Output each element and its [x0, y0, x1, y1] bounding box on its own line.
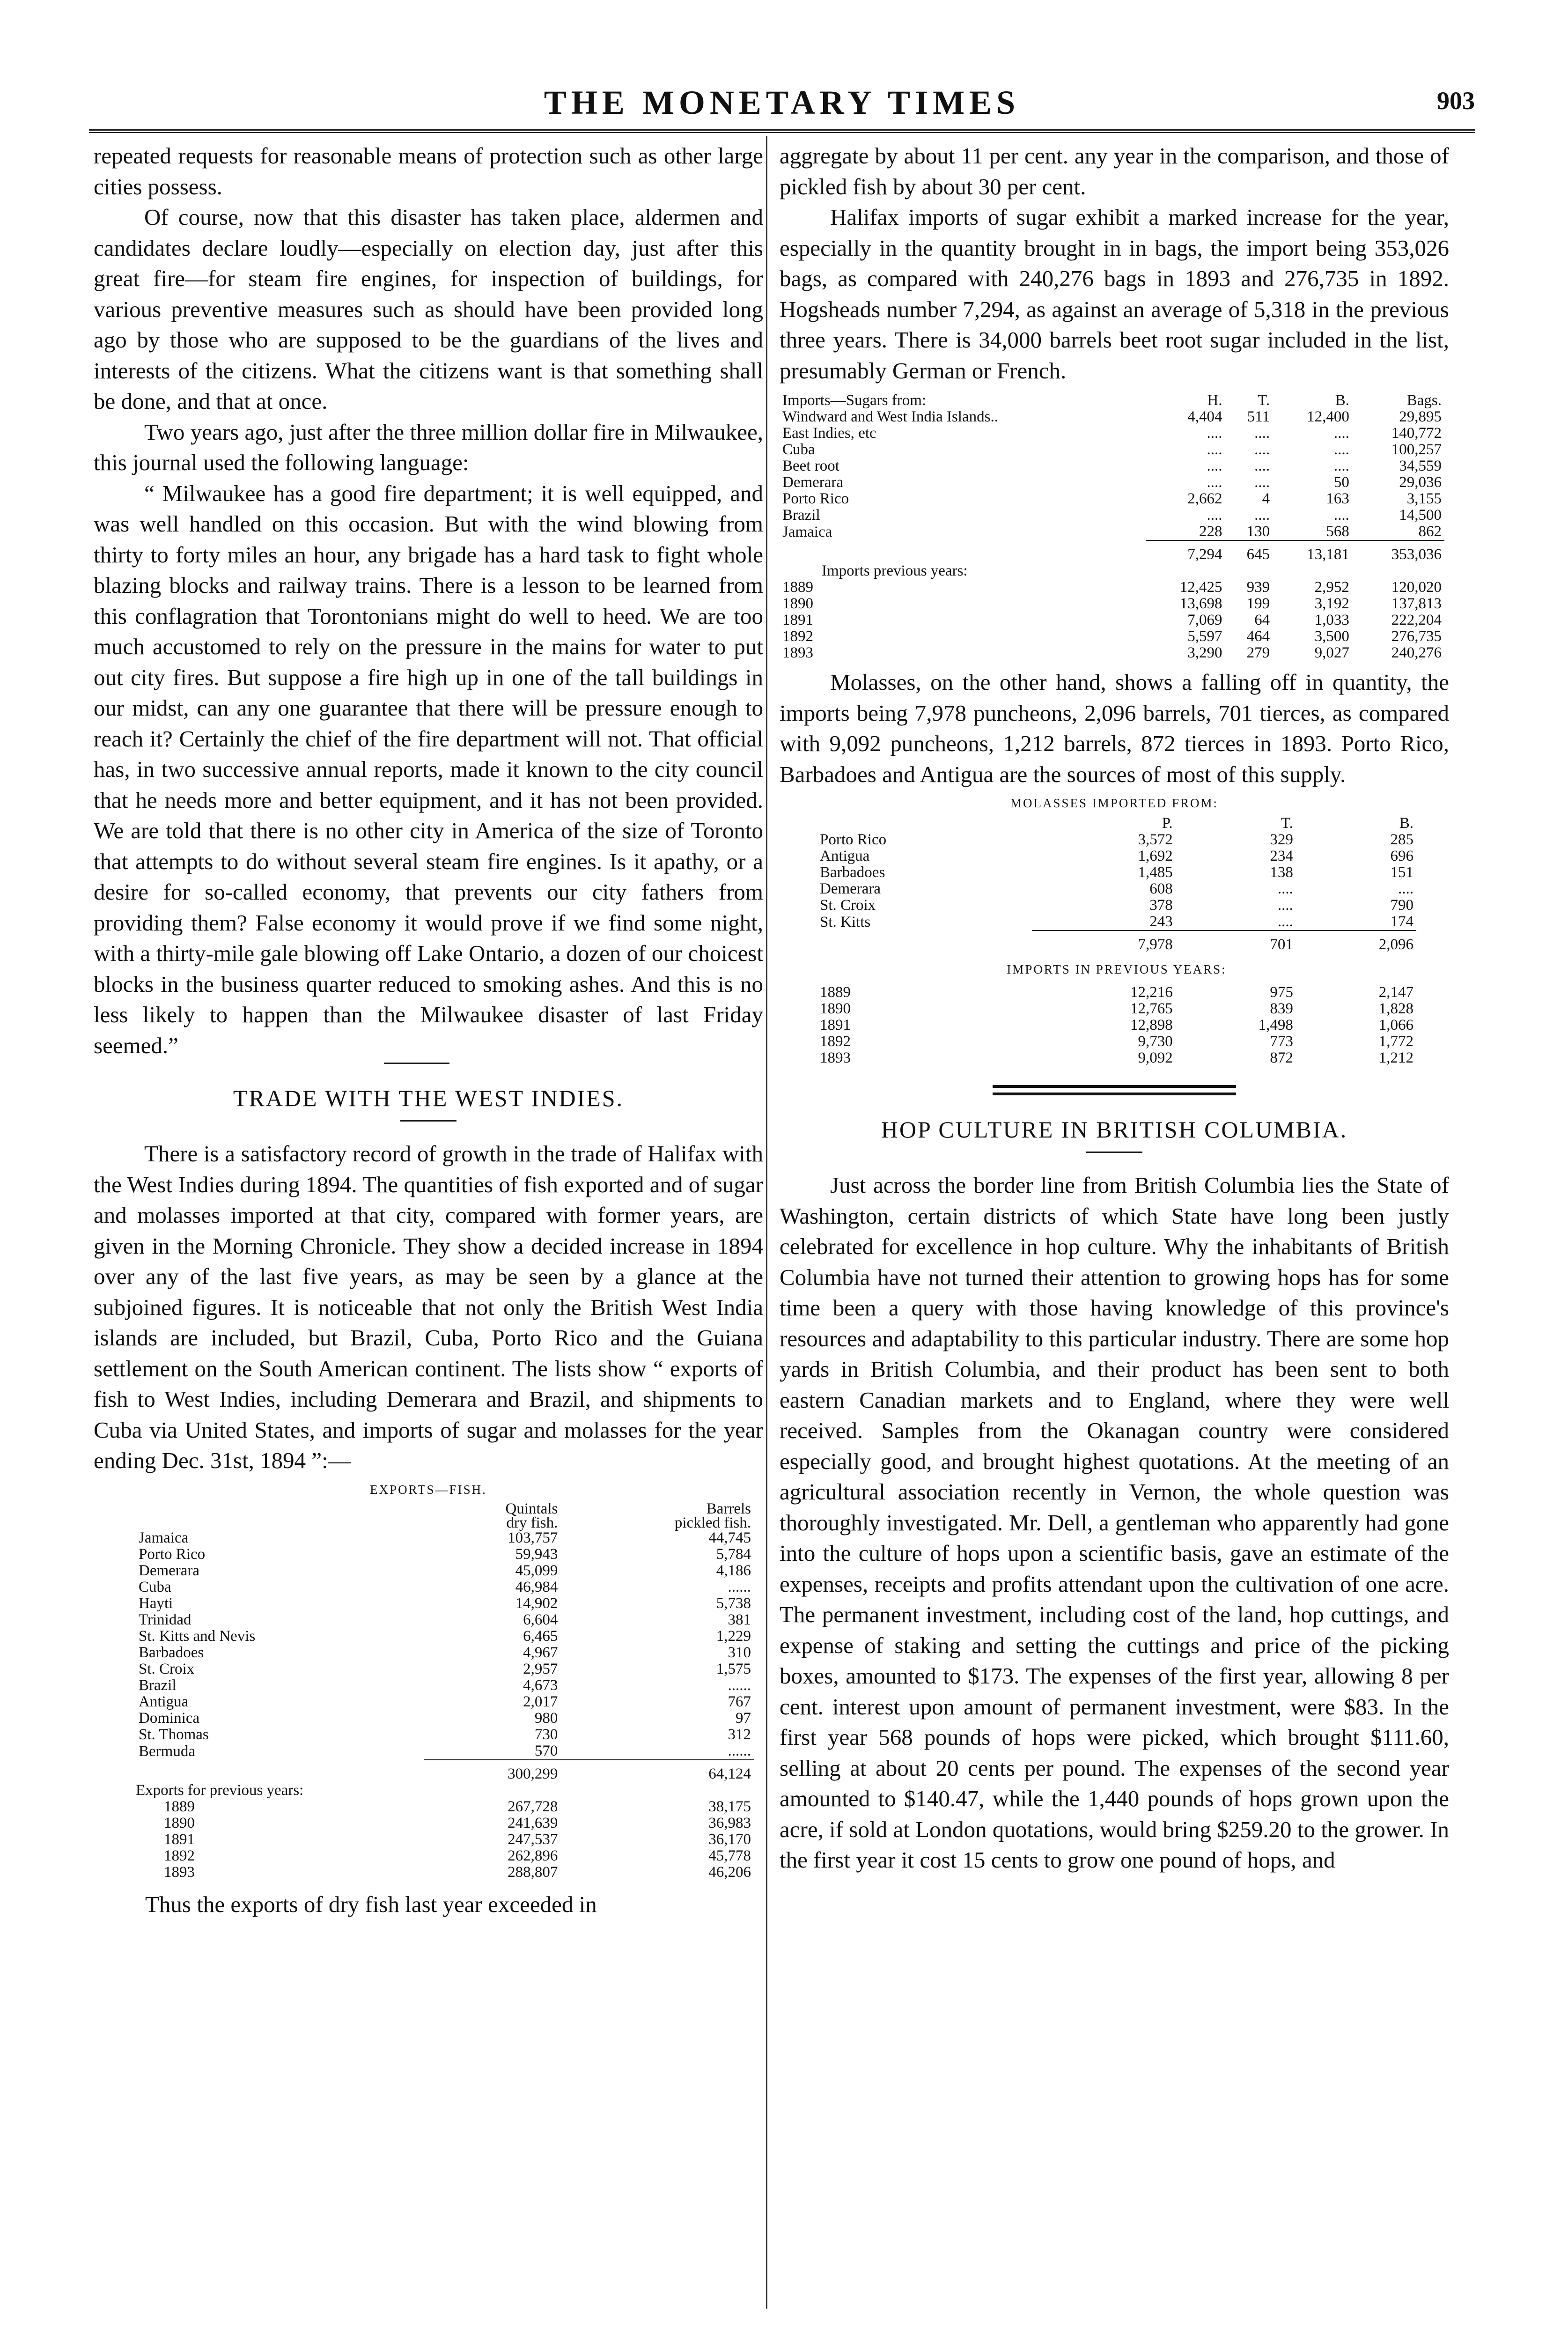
masthead	[89, 80, 1475, 131]
value-cell: 285	[1390, 831, 1413, 848]
value-cell: 4,967	[523, 1644, 558, 1661]
value-cell: 12,216	[1130, 984, 1173, 1001]
table-row	[817, 897, 1416, 914]
total-cell: 300,299	[424, 1760, 561, 1782]
row-label: Demerara	[820, 880, 881, 897]
value-cell: 2,017	[523, 1693, 558, 1710]
title-rule	[1086, 1152, 1142, 1153]
value-cell: 3,155	[1406, 490, 1442, 507]
table-row	[136, 1743, 754, 1760]
molasses-imports-table	[817, 815, 1416, 1066]
row-label: Demerara	[782, 474, 844, 491]
value-cell: 2,957	[523, 1660, 558, 1677]
row-label: Jamaica	[782, 524, 832, 540]
row-label: 1892	[820, 1033, 851, 1050]
value-cell: 241,639	[508, 1814, 558, 1831]
row-label: East Indies, etc	[782, 425, 876, 442]
row-label: 1893	[782, 644, 813, 661]
value-cell: 234	[1270, 848, 1293, 864]
article-paragraph: Just across the border line from British Columbia lies the State of Washington, certain districts of which State have long been justly celebrated for excellence in hop culture. Why the inhabitants of British Columbia have not turned their attention to growing hops has for some time been a query with those having knowledge of this province's resources and adaptability to this particular industry. There are some hop yards in British Columbia, and their product has been sent to both eastern Canadian markets and to England, where they were well received. Samples from the Okanagan country were considered especially good, and brought highest quotations. At the meeting of an agricultural association recently in Vernon, the whole question was thoroughly investigated. Mr. Dell, a gentleman who apparently had gone into the culture of hops upon a scientific basis, gave an estimate of the expenses, receipts and profits attendant upon the cultivation of one acre. The permanent investment, including cost of the land, hop cuttings, and expense of staking and setting the cuttings and price of the picking boxes, amounted to $173. The expenses of the first year, allowing 8 per cent. interest upon amount of permanent investment, were $83. In the first year 568 pounds of hops were picked, which brought $111.60, selling at about 20 cents per pound. The expenses of the second year amounted to $140.47, while the 1,440 pounds of hops grown upon the acre, if sold at London quotations, would bring $259.20 to the grower. In the first year it cost 15 cents to grow one pound of hops, and	[780, 1172, 1449, 1873]
article-paragraph: Halifax imports of sugar exhibit a marked increase for the year, especially in the quantity brought in in bags, the import being 353,026 bags, as compared with 240,276 bags in 1893 and 276,735 in 1892. Hogsheads number 7,294, as against an average of 5,318 in the previous three years. There is 34,000 barrels beet root sugar included in the list, presumably German or French.	[780, 204, 1449, 384]
table-row	[780, 442, 1444, 458]
table-row	[136, 1799, 754, 1815]
subheading: Exports for previous years:	[136, 1781, 304, 1799]
quoted-paragraph: “ Milwaukee has a good fire department; it is well equipped, and was well handled on this occasion. But with the wind blowing from thirty to forty miles an hour, any brigade has a hard task to fight whole blazing blocks and railway trains. There is a lesson to be learned from this conflagration that Torontonians might do well to heed. We are too much accustomed to rely on the pressure in the mains for water to put out city fires. But suppose a fire high up in one of the tall buildings in our midst, can any one guarantee that there will be pressure enough to reach it? Certainly the chief of the fire department will not. That official has, in two successive annual reports, made it known to the city council that he needs more and better equipment, and it has not been provided. We are told that there is no other city in America of the size of Toronto that attempts to do without several steam fire engines. Is it apathy, or a desire for so-called economy, that prevents our city fathers from providing them? False economy it would prove if we find some night, with a thirty-mile gale blowing off Lake Ontario, a dozen of our choicest blocks in the business quarter reduced to smoking ashes. And this is no less likely to happen than the Milwaukee disaster of last Friday seemed.”	[94, 480, 763, 1058]
table-row	[817, 1001, 1416, 1017]
spacer	[817, 930, 1032, 953]
total-cell: 7,294	[1146, 540, 1225, 563]
value-cell: 862	[1418, 523, 1442, 540]
row-label: Brazil	[782, 507, 820, 524]
row-label: Dominica	[139, 1709, 200, 1727]
value-cell: 174	[1390, 913, 1413, 930]
total-cell: 7,978	[1032, 930, 1175, 953]
column-header: Imports—Sugars from:	[782, 392, 927, 409]
table-row	[136, 1677, 754, 1694]
total-cell: 701	[1176, 930, 1296, 953]
value-cell: 199	[1246, 595, 1270, 612]
column-header: T.	[1281, 815, 1293, 832]
value-cell: 568	[1326, 523, 1349, 540]
table-row	[136, 1727, 754, 1743]
value-cell: 1,485	[1138, 864, 1173, 881]
column-header: B.	[1399, 815, 1413, 832]
value-cell: 29,036	[1399, 474, 1442, 491]
total-cell: 645	[1225, 540, 1273, 563]
row-label: Hayti	[139, 1595, 173, 1612]
value-cell: ....	[1333, 441, 1349, 458]
value-cell: 608	[1149, 880, 1173, 897]
value-cell: 222,204	[1391, 612, 1442, 628]
article-paragraph: Two years ago, just after the three million dollar fire in Milwaukee, this journal used the following language:	[94, 419, 763, 475]
value-cell: ....	[1254, 507, 1270, 524]
value-cell: 14,902	[515, 1595, 558, 1612]
table-row	[780, 425, 1444, 442]
table-row	[136, 1661, 754, 1677]
value-cell: ....	[1254, 441, 1270, 458]
value-cell: 9,027	[1314, 644, 1349, 661]
total-cell: 13,181	[1273, 540, 1352, 563]
row-label: Porto Rico	[139, 1545, 206, 1563]
value-cell: 329	[1270, 831, 1293, 848]
value-cell: ....	[1207, 458, 1222, 474]
row-label: Windward and West India Islands..	[782, 408, 998, 425]
value-cell: 310	[728, 1644, 751, 1661]
value-cell: 64	[1254, 612, 1270, 628]
value-cell: 464	[1246, 628, 1270, 645]
table-row	[136, 1546, 754, 1563]
row-label: Jamaica	[139, 1529, 189, 1546]
subheading: IMPORTS IN PREVIOUS YEARS:	[1007, 962, 1227, 976]
row-label: 1892	[782, 628, 813, 645]
row-label: 1892	[164, 1847, 195, 1864]
fish-exports-table	[136, 1502, 754, 1881]
table-row	[136, 1612, 754, 1628]
value-cell: ....	[1333, 458, 1349, 474]
table-row	[817, 1034, 1416, 1050]
row-label: St. Thomas	[139, 1726, 209, 1743]
value-cell: ....	[1333, 425, 1349, 442]
value-cell: 1,033	[1314, 612, 1349, 628]
row-label: 1890	[820, 1000, 851, 1017]
row-label: Antigua	[820, 848, 870, 864]
row-label: 1893	[820, 1049, 851, 1066]
table-row	[817, 914, 1416, 930]
table-row	[817, 864, 1416, 881]
value-cell: ....	[1207, 425, 1222, 442]
value-cell: ....	[1277, 880, 1293, 897]
page-number: 903	[1437, 87, 1475, 115]
table-row	[780, 579, 1444, 596]
value-cell: 3,192	[1314, 595, 1349, 612]
value-cell: 34,559	[1399, 458, 1442, 474]
total-cell: 2,096	[1296, 930, 1416, 953]
left-column	[94, 140, 763, 1920]
value-cell: 45,778	[708, 1847, 751, 1864]
value-cell: 103,757	[508, 1529, 558, 1546]
value-cell: 872	[1270, 1049, 1293, 1066]
spacer	[817, 815, 1032, 832]
value-cell: ....	[1254, 425, 1270, 442]
value-cell: 1,229	[716, 1627, 751, 1645]
article-paragraph: Of course, now that this disaster has taken place, aldermen and candidates declare loudly—especially on election day, just after this great fire—for steam fire engines, for inspection of buildings, for various preventive measures such as should have been provided long ago by those who are supposed to be the guardians of the lives and interests of the citizens. What the citizens want is that something shall be done, and that at once.	[94, 204, 763, 414]
value-cell: 570	[534, 1742, 558, 1759]
column-header: B.	[1335, 392, 1349, 409]
column-header: H.	[1207, 392, 1222, 409]
column-divider	[766, 136, 767, 2309]
value-cell: 4,404	[1187, 408, 1222, 425]
table-row	[136, 1831, 754, 1848]
value-cell: 267,728	[508, 1798, 558, 1815]
table-row	[780, 491, 1444, 507]
value-cell: 50	[1333, 474, 1349, 491]
value-cell: 790	[1390, 897, 1413, 914]
value-cell: 2,662	[1187, 490, 1222, 507]
table-row	[780, 474, 1444, 491]
value-cell: 46,206	[708, 1863, 751, 1881]
value-cell: 1,498	[1258, 1017, 1293, 1034]
value-cell: 2,147	[1378, 984, 1413, 1001]
table-row	[780, 524, 1444, 540]
value-cell: 12,765	[1130, 1000, 1173, 1017]
subheading: Imports previous years:	[822, 562, 968, 579]
title-rule	[400, 1120, 456, 1122]
value-cell: 228	[1199, 523, 1222, 540]
value-cell: 767	[728, 1693, 751, 1710]
table-row	[817, 832, 1416, 848]
value-cell: 100,257	[1391, 441, 1442, 458]
article-end-rule	[384, 1063, 449, 1064]
value-cell: 12,425	[1179, 579, 1222, 596]
value-cell: 839	[1270, 1000, 1293, 1017]
value-cell: 97	[736, 1709, 751, 1727]
row-label: Barbadoes	[139, 1644, 204, 1661]
value-cell: 130	[1246, 523, 1270, 540]
value-cell: 14,500	[1399, 507, 1442, 524]
col-head: dry fish.	[506, 1514, 558, 1531]
value-cell: ....	[1398, 880, 1413, 897]
table-row	[817, 1017, 1416, 1034]
value-cell: ....	[1333, 507, 1349, 524]
value-cell: ......	[728, 1676, 751, 1694]
table-row	[780, 409, 1444, 425]
value-cell: 247,537	[508, 1831, 558, 1848]
row-label: 1891	[164, 1831, 195, 1848]
value-cell: 381	[728, 1611, 751, 1628]
value-cell: 730	[534, 1726, 558, 1743]
row-label: Porto Rico	[820, 831, 887, 848]
value-cell: 9,092	[1138, 1049, 1173, 1066]
value-cell: 44,745	[708, 1529, 751, 1546]
value-cell: 9,730	[1138, 1033, 1173, 1050]
value-cell: 138	[1270, 864, 1293, 881]
value-cell: 5,738	[716, 1595, 751, 1612]
value-cell: 262,896	[508, 1847, 558, 1864]
molasses-table-caption: MOLASSES IMPORTED FROM:	[1010, 796, 1218, 810]
value-cell: 378	[1149, 897, 1173, 914]
table-row	[817, 984, 1416, 1001]
section-title-west-indies: TRADE WITH THE WEST INDIES.	[233, 1085, 624, 1111]
row-label: Bermuda	[139, 1742, 195, 1760]
table-row	[780, 645, 1444, 661]
value-cell: 2,952	[1314, 579, 1349, 596]
value-cell: 980	[534, 1709, 558, 1727]
table-row	[136, 1563, 754, 1579]
total-cell: 64,124	[560, 1760, 754, 1782]
value-cell: ....	[1277, 913, 1293, 930]
value-cell: 45,099	[515, 1562, 558, 1579]
right-column	[780, 140, 1449, 1875]
header-rule	[89, 129, 1475, 133]
col-head: Barrels	[706, 1500, 751, 1517]
row-label: St. Kitts and Nevis	[139, 1627, 256, 1645]
value-cell: 6,465	[523, 1627, 558, 1645]
value-cell: 151	[1390, 864, 1413, 881]
value-cell: ....	[1277, 897, 1293, 914]
value-cell: 1,828	[1378, 1000, 1413, 1017]
value-cell: 4	[1262, 490, 1270, 507]
table-row	[817, 881, 1416, 897]
value-cell: 279	[1246, 644, 1270, 661]
table-row	[136, 1694, 754, 1710]
row-label: 1891	[820, 1017, 851, 1034]
value-cell: 773	[1270, 1033, 1293, 1050]
value-cell: 12,400	[1307, 408, 1349, 425]
value-cell: 1,772	[1378, 1033, 1413, 1050]
value-cell: 288,807	[508, 1863, 558, 1881]
row-label: 1890	[164, 1814, 195, 1831]
column-header: Bags.	[1406, 392, 1442, 409]
value-cell: 36,170	[708, 1831, 751, 1848]
table-row	[136, 1595, 754, 1612]
value-cell: 1,692	[1138, 848, 1173, 864]
table-row	[780, 628, 1444, 645]
value-cell: ....	[1207, 474, 1222, 491]
value-cell: 5,597	[1187, 628, 1222, 645]
row-label: Porto Rico	[782, 490, 849, 507]
value-cell: 975	[1270, 984, 1293, 1001]
table-row	[817, 1050, 1416, 1066]
row-label: Antigua	[139, 1693, 189, 1710]
row-label: Cuba	[782, 441, 815, 458]
value-cell: 7,069	[1187, 612, 1222, 628]
value-cell: 3,572	[1138, 831, 1173, 848]
value-cell: 3,500	[1314, 628, 1349, 645]
table-row	[817, 848, 1416, 864]
article-paragraph: aggregate by about 11 per cent. any year in the comparison, and those of pickled fish by about 30 per cent.	[780, 143, 1449, 199]
row-label: 1889	[820, 984, 851, 1001]
value-cell: 13,698	[1179, 595, 1222, 612]
value-cell: 29,895	[1399, 408, 1442, 425]
row-label: 1889	[164, 1798, 195, 1815]
spacer	[780, 540, 1146, 563]
row-label: Beet root	[782, 458, 839, 474]
row-label: Trinidad	[139, 1611, 191, 1628]
row-label: 1893	[164, 1863, 195, 1881]
table-row	[780, 458, 1444, 474]
value-cell: 163	[1326, 490, 1349, 507]
section-title-hop-culture: HOP CULTURE IN BRITISH COLUMBIA.	[881, 1116, 1348, 1143]
table-row	[136, 1530, 754, 1546]
value-cell: ......	[728, 1742, 751, 1759]
table-row	[136, 1815, 754, 1831]
value-cell: 38,175	[708, 1798, 751, 1815]
article-paragraph: Molasses, on the other hand, shows a falling off in quantity, the imports being 7,978 puncheons, 2,096 barrels, 701 tierces, as compared with 9,092 puncheons, 1,212 barrels, 872 tierces in 1893. Porto Rico, Barbadoes and Antigua are the sources of most of this supply.	[780, 669, 1449, 787]
value-cell: 696	[1390, 848, 1413, 864]
value-cell: 120,020	[1391, 579, 1442, 596]
table-row	[780, 596, 1444, 612]
col-head: pickled fish.	[674, 1514, 751, 1531]
table-row	[136, 1864, 754, 1881]
value-cell: 1,066	[1378, 1017, 1413, 1034]
value-cell: ....	[1254, 458, 1270, 474]
value-cell: 137,813	[1391, 595, 1442, 612]
table-row	[136, 1628, 754, 1645]
value-cell: 59,943	[515, 1545, 558, 1563]
value-cell: 1,575	[716, 1660, 751, 1677]
value-cell: ....	[1207, 507, 1222, 524]
value-cell: 1,212	[1378, 1049, 1413, 1066]
value-cell: 4,186	[716, 1562, 751, 1579]
value-cell: 312	[728, 1726, 751, 1743]
value-cell: 511	[1247, 408, 1270, 425]
value-cell: 4,673	[523, 1676, 558, 1694]
fish-table-caption: EXPORTS—FISH.	[370, 1482, 487, 1497]
row-label: 1891	[782, 612, 813, 628]
row-label: Brazil	[139, 1676, 177, 1694]
column-header: T.	[1258, 392, 1270, 409]
article-paragraph: repeated requests for reasonable means of protection such as other large cities possess.	[94, 143, 763, 199]
value-cell: 276,735	[1391, 628, 1442, 645]
row-label: Barbadoes	[820, 864, 885, 881]
table-row	[136, 1645, 754, 1661]
section-separator	[993, 1085, 1236, 1095]
sugar-imports-table	[780, 392, 1444, 661]
value-cell: 12,898	[1130, 1017, 1173, 1034]
publication-title: THE MONETARY TIMES	[544, 84, 1020, 121]
row-label: 1889	[782, 579, 813, 596]
total-cell: 353,036	[1352, 540, 1444, 563]
row-label: St. Croix	[820, 897, 876, 914]
table-row	[136, 1848, 754, 1864]
article-paragraph: There is a satisfactory record of growth in the trade of Halifax with the West Indies during 1894. The quantities of fish exported and of sugar and molasses imported at that city, compared with former years, are given in the Morning Chronicle. They show a decided increase in 1894 over any of the last five years, as may be seen by a glance at the subjoined figures. It is noticeable that not only the British West India islands are included, but Brazil, Cuba, Porto Rico and the Guiana settlement on the South American continent. The lists show “ exports of fish to West Indies, including Demerara and Brazil, and shipments to Cuba via United States, and imports of sugar and molasses for the year ending Dec. 31st, 1894 ”:—	[94, 1141, 763, 1473]
value-cell: ......	[728, 1578, 751, 1595]
row-label: Cuba	[139, 1578, 171, 1595]
value-cell: 140,772	[1391, 425, 1442, 442]
row-label: Demerara	[139, 1562, 200, 1579]
row-label: St. Croix	[139, 1660, 195, 1677]
column-header: P.	[1162, 815, 1173, 832]
value-cell: ....	[1254, 474, 1270, 491]
value-cell: 939	[1246, 579, 1270, 596]
value-cell: 5,784	[716, 1545, 751, 1563]
value-cell: 243	[1149, 913, 1173, 930]
table-row	[780, 507, 1444, 524]
value-cell: 46,984	[515, 1578, 558, 1595]
value-cell: ....	[1207, 441, 1222, 458]
table-row	[780, 612, 1444, 628]
value-cell: 36,983	[708, 1814, 751, 1831]
value-cell: 6,604	[523, 1611, 558, 1628]
table-row	[136, 1579, 754, 1595]
article-paragraph: Thus the exports of dry fish last year exceeded in	[145, 1891, 597, 1917]
value-cell: 3,290	[1187, 644, 1222, 661]
row-label: 1890	[782, 595, 813, 612]
col-head: Quintals	[505, 1500, 558, 1517]
table-row	[136, 1710, 754, 1727]
row-label: St. Kitts	[820, 914, 871, 930]
value-cell: 240,276	[1391, 644, 1442, 661]
